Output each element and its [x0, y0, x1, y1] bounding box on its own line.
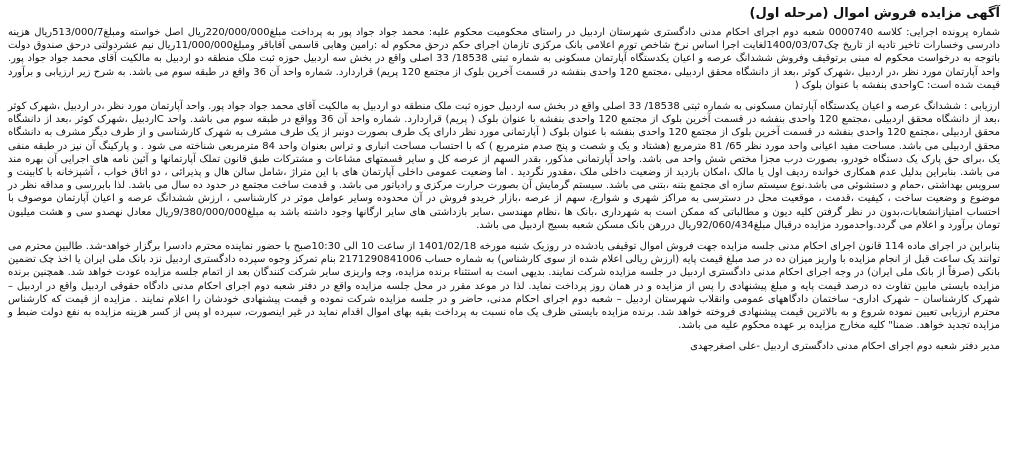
notice-signature: مدیر دفتر شعبه دوم اجرای احکام مدنی دادگستری اردبیل -علی اصغرجهدی — [690, 341, 1000, 353]
notice-paragraph-valuation: ارزیابی : ششدانگ عرصه و اعیان یکدستگاه آپارتمان مسکونی به شماره ثبتی 18538/ 33 اصلی واقع در بخش سه اردبیل حوزه ثبت ملک منطقه دو اردبیل به مالکیت آقای محمد جواد جواد پور. واحد آپارتمان مورد نظر ،در اردبیل ،شهرک کوثر ،بعد از دانشگاه محقق اردبیلی ،مجتمع 120 واحدی بنفشه در قسمت آخرین بلوک از مجتمع 120 واحدی بنفشه با عنوان بلوک ( پریم) قراردارد. شماره واحد آن 36 وواقع در طبقه سوم می باشد. واحد Cاردبیل ،شهرک کوثر ،بعد از دانشگاه محقق اردبیلی ،مجتمع 120 واحدی بنفشه در قسمت آخرین بلوک از مجتمع 120 واحدی بنفشه با عنوان بلوک ( آپارتمانی مورد نظر دارای یک طرف بصورت دونبر از یک طرف مشرف به شهرک کارشناسی و از طرف دیگر مشرف به دانشگاه محقق اردبیلی می باشد. مساحت مفید اعیانی واحد مورد نظر 65/ 81 مترمربع (هشتاد و یک و شصت و پنج صدم مترمربع ) که با احتساب مساحت انباری و تراس بعنوان واحد 84 مترمربعی شناخته می شود . و پارکینگ آن نیز در طبقه منفی یک ،برای حق پارک یک دستگاه خودرو، بصورت درب مجزا مختص شش واحد می باشد. واحد آپارتمانی مذکور، بقدر السهم از عرصه کل و سایر قسمتهای مشاعات و مشترکات طبق قانون تملک آپارتمانها و آئین نامه های اجرایی آن بهره مند می باشد. بنابراین بدلیل عدم همکاری خوانده ردیف اول یا مالک ،امکان بازدید از وضعیت داخلی ملک ،مقدور نگردید . اما وضعیت عمومی داخلی آپارتمان های با این متراژ ،شامل سالن هال و پذیرائی ، دو اتاق خواب ، آشپزخانه با کابینت و سرویس بهداشتی ،حمام و دستشوئی می باشد.نوع سیستم سازه ای مجتمع بتنه ،بتنی می باشد. سیستم گرمایش آن بصورت حرارت مرکزی و رادیاتور می باشد. و قدمت ساخت مجتمع در حدود ده سال می باشد. لذا بابررسی و مداقه نظر در موضوع و وضعیت ساخت ، کیفیت ،قدمت ، موقعیت محل در دسترسی به مراکز شهری و شوارع، سهم از عرصه ،بازار خریدو فروش در آن محدوده وسایر عوامل موثر در کارشناسی ، ارزش ششدانگ عرصه و اعیان آپارتمان موصوف با احتساب امتیازانشعابات،بدون در نظر گرفتن کلیه دیون و مطالباتی که ممکن است به شهرداری ،بانک ها ،نظام مهندسی ،سایر بازداشتی های سایر ارگانها وجود داشته باشد به مبلغ9/380/000/000ریال معادل نهصدو سی و هشت میلیون تومان برآورد و اعلام می گردد.واحدمورد مزایده درقبال مبلغ92/060/434ریال دررهن بانک مسکن شعبه بسیج اردبیل می باشد. — [8, 101, 1001, 231]
notice-paragraph-case: شماره پرونده اجرایی: کلاسه 0000740 شعبه دوم اجرای احکام مدنی دادگستری شهرستان اردبیل در راستای محکومیت محکوم علیه: محمد جواد جواد پور به پرداخت مبلغ220/000/000ریال اصل خواسته ومبلغ513/000/7ریال هزینه دادرسی وخسارات تاخیر تادیه از تاریخ چک1400/03/07لغایت اجرا اساس نرخ شاخص تورم اعلامی بانک مرکزی تازمان اجرای حکم درحق محکوم له :رامین وهابی قاسمی آقاباقر ومبلغ11/000/000ریال نیم عشردولتی درحق صندوق دولت باتوجه به درخواست محکوم له مبنی برتوقیف وفروش ششدانگ عرصه و اعیان یکدستگاه آپارتمان مسکونی به شماره ثبتی 18538/ 33 اصلی واقع در بخش سه اردبیل حوزه ثبت ملک منطقه دو اردبیل به مالکیت آقای محمد جواد جواد پور. واحد آپارتمان مورد نظر ،در اردبیل ،شهرک کوثر ،بعد از دانشگاه محقق اردبیلی ،مجتمع 120 واحدی بنفشه در قسمت آخرین بلوک از مجتمع 120 پریم) قراردارد. شماره واحد آن 36 واقع در طبقه سوم می باشد. به شرح زیر ارزیابی و برآورد قیمت شده است: Cواحدی بنفشه با عنوان بلوک ( — [8, 27, 1001, 91]
notice-paragraph-auction-terms: بنابراین در اجرای ماده 114 قانون اجرای احکام مدنی جلسه مزایده جهت فروش اموال توقیفی یادشده در روزیک شنبه مورخه 1401/02/18 از ساعت 10 الی 10:30صبح با حضور نماینده محترم دادسرا برگزار خواهد-شد. طالبین محترم می توانند یک ساعت قبل از انجام مزایده با واریز میزان ده در صد مبلغ قیمت پایه (ارزش ریالی اعلام شده از سوی کارشناس) به شماره حساب 2171290841006 بنام تمرکز وجوه سپرده دادگستری اردبیل نزد بانک ملی ایران یا اخذ چک تضمین بانکی (صرفاً از بانک ملی ایران) در وجه اجرای احکام مدنی دادگستری اردبیل در جلسه مزایده شرکت نمایند. بدیهی است به استثناء برنده مزایده، وجه واریزی سایر شرکت کنندگان بعد از اتمام جلسه مزایده عودت خواهد شد. همچنین برنده مزایده بایستی مابین تفاوت ده درصد قیمت پایه و مبلغ پیشنهادی را پس از مزایده و در همان روز پرداخت نماید. لذا در موعد مقرر در محل جلسه مزایده واقع در دفتر شعبه دوم اجرای احکام مدنی دادگاه حقوقی اردبیل واقع در اردبیل – شهرک کارشناسان – شهرک اداری- ساختمان دادگاههای عمومی وانقلاب شهرستان اردبیل – شعبه دوم اجرای احکام مدنی، حاضر و در جلسه مزایده شرکت نموده و قیمت پیشنهادی خودشان را اعلام نمایند . مزایده از قیمت که کارشناس محترم ارزیابی تعیین نموده شروع و به بالاترین قیمت پیشنهادی فروخته خواهد شد. برنده مزایده بایستی ظرف یک ماه نسبت به پرداخت بقیه بهای اموال اقدام نماید در غیر اینصورت، سپرده او پس از کسر هزینه مزایده به نفع دولت ضبط و مزایده تجدید خواهد. ضمنا" کلیه مخارج مزایده بر عهده محکوم علیه می باشد. — [8, 241, 1000, 332]
notice-title: آگهی مزایده فروش اموال (مرحله اول) — [749, 6, 1000, 21]
